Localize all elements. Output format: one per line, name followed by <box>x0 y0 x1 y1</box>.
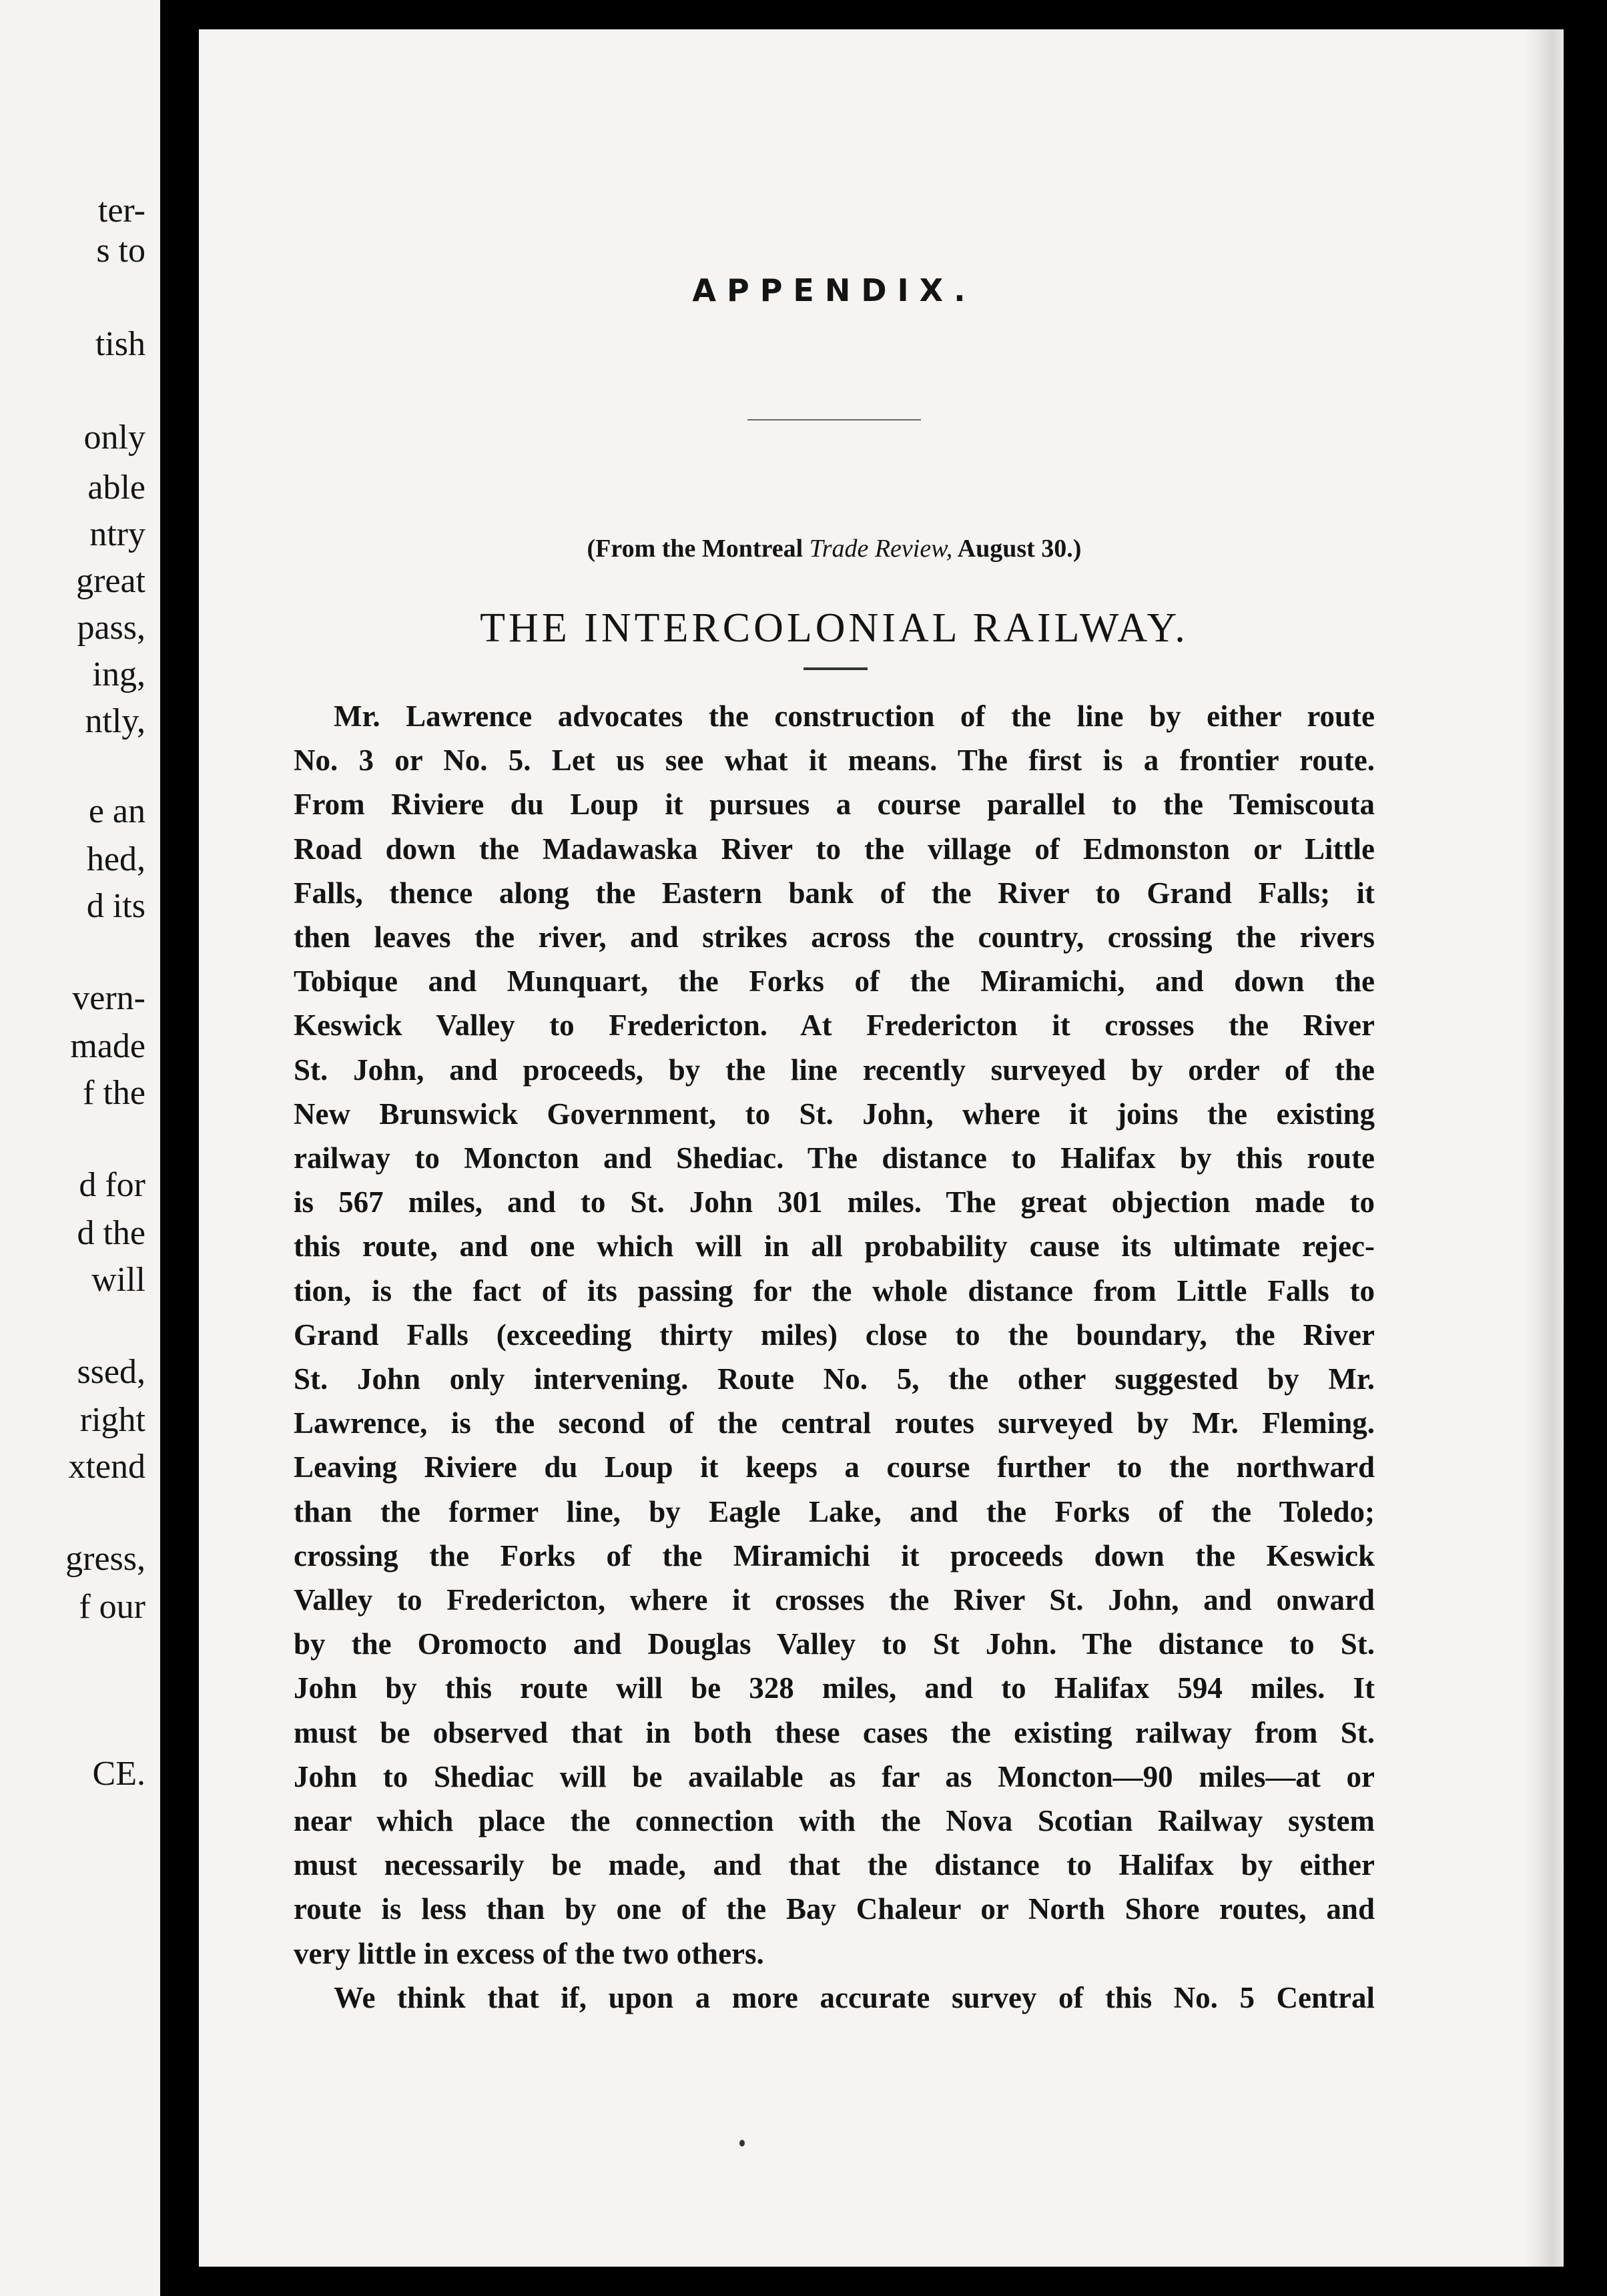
left-page-line-fragment: d the <box>77 1214 145 1252</box>
left-page-line-fragment: ntry <box>89 515 145 553</box>
left-page-line-fragment: made <box>70 1027 145 1065</box>
article-headline: THE INTERCOLONIAL RAILWAY. <box>480 605 1189 651</box>
left-page-line-fragment: vern- <box>72 979 145 1017</box>
left-page-line-fragment: hed, <box>86 840 145 878</box>
body-line: Grand Falls (exceeding thirty miles) close to the boundary, the River <box>294 1318 1375 1352</box>
left-page-fragment <box>0 0 160 2296</box>
printing-speck <box>739 2140 745 2146</box>
left-page-line-fragment: d its <box>86 887 145 925</box>
left-page-line-fragment: great <box>76 562 145 600</box>
left-page-line-fragment: will <box>91 1261 145 1299</box>
body-line: New Brunswick Government, to St. John, where it joins the existing <box>294 1097 1375 1131</box>
body-line: Keswick Valley to Fredericton. At Fredericton it crosses the River <box>294 1009 1375 1043</box>
body-line: must necessarily be made, and that the distance to Halifax by either <box>294 1848 1375 1882</box>
left-page-line-fragment: only <box>83 418 145 457</box>
body-line: very little in excess of the two others. <box>294 1936 764 1970</box>
body-line: than the former line, by Eagle Lake, and the Forks of the Toledo; <box>294 1494 1375 1528</box>
body-line: Tobique and Munquart, the Forks of the Miramichi, and down the <box>294 964 1375 998</box>
left-page-line-fragment: ssed, <box>77 1353 145 1391</box>
body-line: railway to Moncton and Shediac. The distance to Halifax by this route <box>294 1141 1375 1175</box>
body-line: near which place the connection with the Nova Scotian Railway system <box>294 1804 1375 1838</box>
body-line: crossing the Forks of the Miramichi it proceeds down the Keswick <box>294 1538 1375 1572</box>
body-line: this route, and one which will in all probability cause its ultimate rejec- <box>294 1229 1375 1263</box>
body-line: by the Oromocto and Douglas Valley to St John. The distance to St. <box>294 1627 1375 1661</box>
left-page-line-fragment: right <box>79 1401 145 1439</box>
source-prefix: (From the Montreal <box>587 535 804 563</box>
left-page-line-fragment: gress, <box>65 1540 145 1578</box>
body-line: must be observed that in both these cases the existing railway from St. <box>294 1715 1375 1749</box>
left-page-line-fragment: ter- <box>97 192 145 230</box>
body-line: Road down the Madawaska River to the village of Edmonston or Little <box>294 832 1375 866</box>
page-edge <box>1525 29 1564 2267</box>
body-line: is 567 miles, and to St. John 301 miles. The great objection made to <box>294 1185 1375 1219</box>
left-page-line-fragment: CE. <box>92 1755 145 1793</box>
left-page-line-fragment: tish <box>95 325 145 363</box>
left-page-line-fragment: ing, <box>92 655 145 693</box>
left-page-line-fragment: xtend <box>68 1448 145 1486</box>
body-line: St. John, and proceeds, by the line recently surveyed by order of the <box>294 1053 1375 1087</box>
left-page-line-fragment: e an <box>88 792 145 830</box>
left-page-line-fragment: f the <box>83 1074 145 1112</box>
body-line: tion, is the fact of its passing for the whole distance from Little Falls to <box>294 1273 1375 1308</box>
left-page-line-fragment: d for <box>79 1166 145 1204</box>
body-line: We think that if, upon a more accurate survey of this No. 5 Central <box>334 1980 1375 2014</box>
source-publication: Trade Review, <box>809 535 953 563</box>
headline-divider <box>804 667 868 670</box>
body-line: Falls, thence along the Eastern bank of the River to Grand Falls; it <box>294 876 1375 910</box>
body-line: route is less than by one of the Bay Chaleur or North Shore routes, and <box>294 1892 1375 1926</box>
book-gutter <box>160 0 199 2296</box>
body-line: Valley to Fredericton, where it crosses the River St. John, and onward <box>294 1583 1375 1617</box>
source-attribution <box>294 534 1375 563</box>
body-line: then leaves the river, and strikes across the country, crossing the rivers <box>294 920 1375 954</box>
body-line: No. 3 or No. 5. Let us see what it means. The first is a frontier route. <box>294 744 1375 778</box>
left-page-line-fragment: s to <box>96 232 145 270</box>
left-page-line-fragment: f our <box>79 1588 145 1626</box>
appendix-title: APPENDIX. <box>692 272 976 308</box>
body-line: Mr. Lawrence advocates the construction of the line by either route <box>334 699 1375 733</box>
body-line: John to Shediac will be available as far as Moncton—90 miles—at or <box>294 1759 1375 1793</box>
body-line: From Riviere du Loup it pursues a course parallel to the Temiscouta <box>294 788 1375 822</box>
title-divider <box>747 419 921 420</box>
body-line: St. John only intervening. Route No. 5, the other suggested by Mr. <box>294 1362 1375 1396</box>
left-page-line-fragment: pass, <box>77 609 145 647</box>
body-line: John by this route will be 328 miles, and to Halifax 594 miles. It <box>294 1671 1375 1705</box>
article-body <box>294 694 1375 2020</box>
left-page-line-fragment: ntly, <box>85 702 145 740</box>
body-line: Leaving Riviere du Loup it keeps a course further to the northward <box>294 1450 1375 1484</box>
source-date: August 30.) <box>957 535 1082 563</box>
body-line: Lawrence, is the second of the central routes surveyed by Mr. Fleming. <box>294 1406 1375 1440</box>
left-page-line-fragment: able <box>87 469 145 507</box>
